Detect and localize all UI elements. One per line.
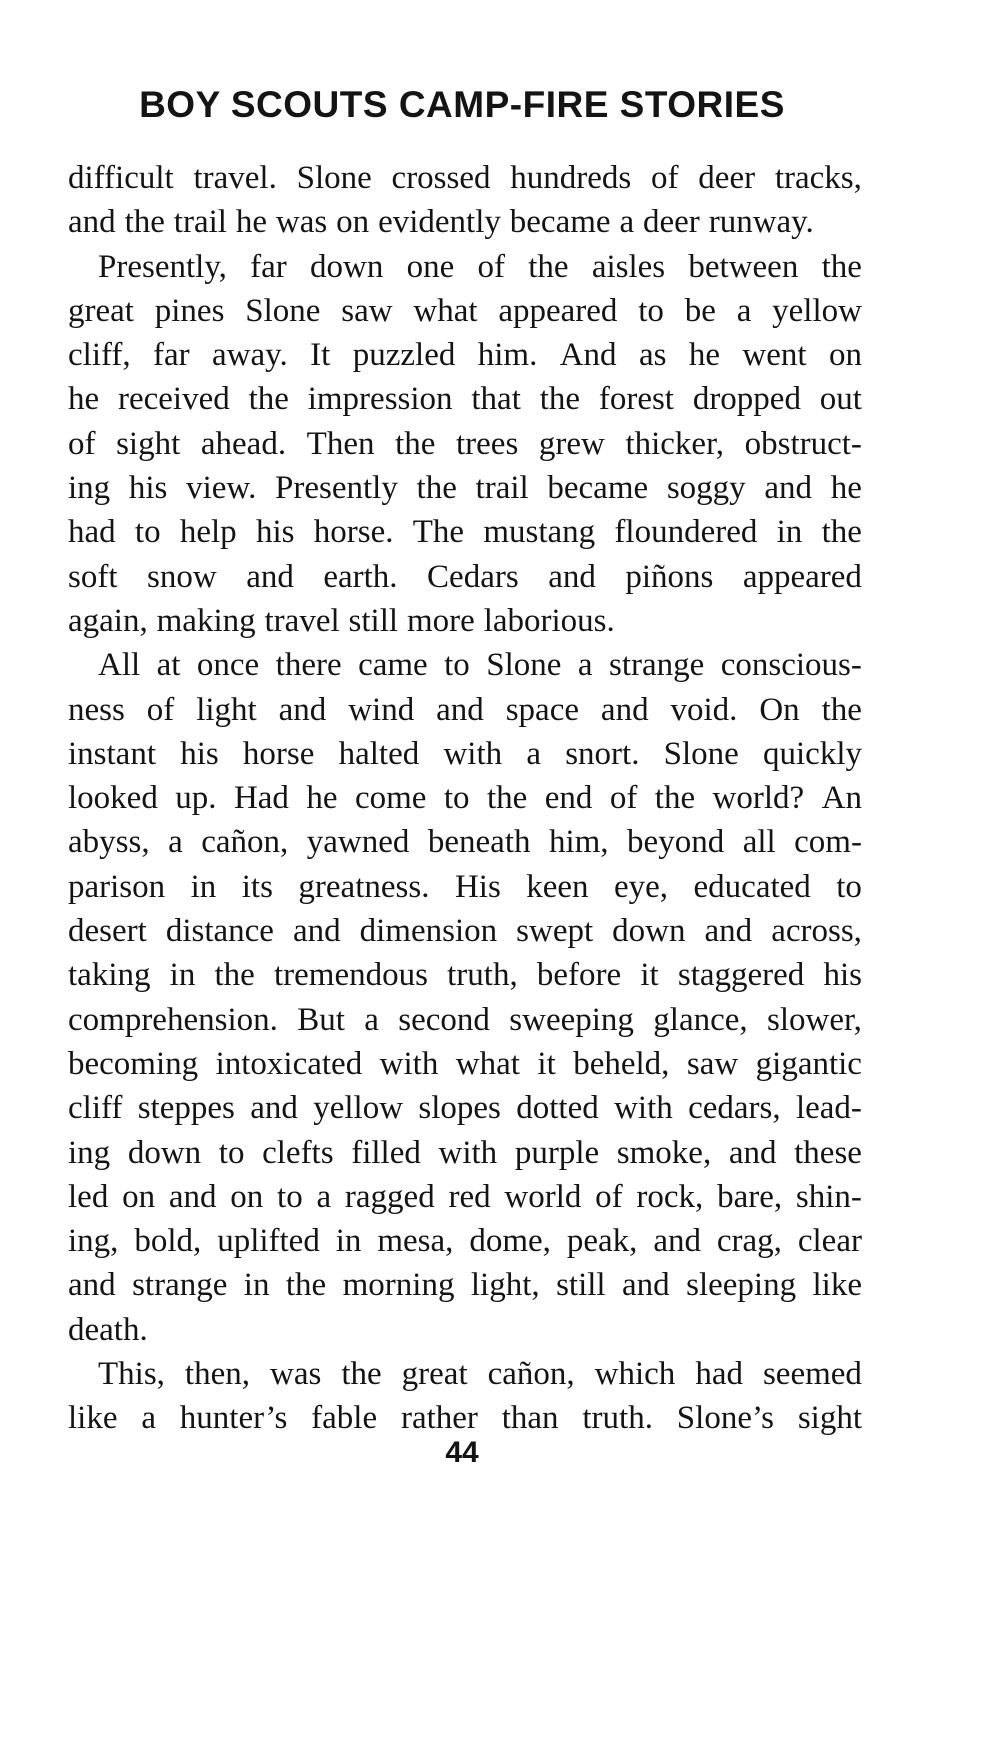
word: him, <box>548 824 609 861</box>
word: steppes <box>137 1090 235 1127</box>
word: parison <box>68 868 166 905</box>
text-line <box>68 1219 862 1263</box>
word: becoming <box>68 1045 199 1082</box>
word: went <box>742 337 807 374</box>
word: quickly <box>763 735 862 772</box>
word: shin- <box>795 1178 862 1215</box>
word: cedars, <box>688 1090 781 1127</box>
word: to <box>134 514 161 551</box>
word: a <box>316 1178 332 1215</box>
word: His <box>454 868 501 905</box>
word: instant <box>68 735 156 772</box>
word: on <box>122 1178 156 1215</box>
word: seemed <box>762 1356 862 1393</box>
word: trail <box>475 470 529 507</box>
word: rather <box>400 1400 478 1437</box>
word: of <box>609 780 638 817</box>
word: than <box>501 1400 559 1437</box>
word: his <box>128 470 168 507</box>
word: with <box>443 735 503 772</box>
word: the <box>486 780 528 817</box>
page-number: 44 <box>445 1436 479 1469</box>
word: to <box>218 1134 245 1171</box>
word: he <box>306 780 338 817</box>
word: sight <box>797 1400 862 1437</box>
text-line <box>68 200 862 244</box>
word: world <box>504 1178 582 1215</box>
word: Had <box>233 780 289 817</box>
word: tremendous <box>274 957 428 994</box>
word: and <box>622 1267 670 1304</box>
word: hunter’s <box>179 1400 288 1437</box>
word: mesa, <box>377 1223 454 1260</box>
word: horse <box>242 735 315 772</box>
word: space <box>505 691 579 728</box>
word: with <box>379 1045 439 1082</box>
word: the <box>341 1356 382 1393</box>
word: end <box>544 780 593 817</box>
word: thicker, <box>625 425 725 462</box>
word: cliff, <box>68 337 131 374</box>
text-line <box>68 1086 862 1130</box>
word: a <box>619 204 635 241</box>
word: bare, <box>717 1178 783 1215</box>
word: one <box>406 248 455 285</box>
word: and <box>168 1178 217 1215</box>
word: tracks, <box>774 160 862 196</box>
word: laborious. <box>483 602 615 639</box>
word: across, <box>771 913 862 950</box>
word: educated <box>693 868 811 905</box>
word: the <box>528 248 569 285</box>
word: before <box>536 957 622 994</box>
word: to <box>443 780 470 817</box>
word: the <box>821 514 862 551</box>
word: obstruct- <box>744 425 862 462</box>
word: he <box>68 381 100 418</box>
word: Slone <box>245 292 321 329</box>
text-line <box>68 1263 862 1307</box>
word: him. <box>477 337 538 374</box>
word: mustang <box>483 514 596 551</box>
word: and <box>436 691 484 728</box>
word: Presently <box>275 470 398 507</box>
word: ing <box>68 1134 111 1171</box>
word: On <box>759 691 800 728</box>
word: taking <box>68 957 151 994</box>
word: wind <box>348 691 415 728</box>
word: led <box>68 1178 109 1215</box>
text-line <box>68 820 862 864</box>
word: strange <box>608 647 705 684</box>
word: evidently <box>378 204 501 241</box>
word: looked <box>68 780 158 817</box>
word: and <box>764 470 813 507</box>
text-line <box>68 289 862 333</box>
word: fable <box>311 1400 378 1437</box>
word: its <box>241 868 273 905</box>
word: in <box>190 868 217 905</box>
word: rock, <box>636 1178 704 1215</box>
text-line <box>68 865 862 909</box>
body-text <box>68 156 862 1441</box>
word: like <box>812 1267 862 1304</box>
word: desert <box>68 913 147 950</box>
word: difficult <box>68 160 174 196</box>
word: smoke, <box>616 1134 712 1171</box>
word: Slone <box>663 735 739 772</box>
word: dotted <box>516 1090 599 1127</box>
word: the <box>285 1267 327 1304</box>
word: halted <box>338 735 420 772</box>
word: the <box>214 957 255 994</box>
word: ragged <box>344 1178 435 1215</box>
word: second <box>398 1001 490 1038</box>
word: had <box>695 1356 743 1393</box>
word: his <box>255 514 295 551</box>
word: making <box>156 602 256 639</box>
word: as <box>638 337 667 374</box>
word: the <box>821 248 862 285</box>
word: dropped <box>692 381 801 418</box>
word: conscious- <box>720 647 862 684</box>
word: all <box>742 824 776 861</box>
word: staggered <box>677 957 805 994</box>
text-line <box>68 998 862 1042</box>
word: again, <box>68 602 148 639</box>
word: with <box>614 1090 673 1127</box>
word: This, <box>98 1356 165 1393</box>
word: uplifted <box>217 1223 320 1260</box>
word: cañon, <box>487 1356 575 1393</box>
word: truth. <box>582 1400 653 1437</box>
word: help <box>179 514 237 551</box>
word: dimension <box>359 913 498 950</box>
word: bold, <box>134 1223 202 1260</box>
word: great <box>68 292 134 329</box>
word: the <box>654 780 696 817</box>
word: what <box>413 292 478 329</box>
word: in <box>776 514 803 551</box>
word: come <box>354 780 427 817</box>
word: like <box>68 1400 118 1437</box>
word: slopes <box>418 1090 501 1127</box>
word: and <box>653 1223 701 1260</box>
word: in <box>243 1267 270 1304</box>
word: lead- <box>795 1090 862 1127</box>
word: and <box>68 1267 116 1304</box>
word: intoxicated <box>215 1045 363 1082</box>
word: ness <box>68 691 125 728</box>
word: sweeping <box>509 1001 634 1038</box>
text-line <box>68 422 862 466</box>
word: beneath <box>427 824 531 861</box>
word: the <box>821 691 862 728</box>
word: world? <box>712 780 805 817</box>
word: saw <box>686 1045 739 1082</box>
word: what <box>455 1045 520 1082</box>
word: to <box>444 647 470 684</box>
word: to <box>836 868 862 905</box>
word: dome, <box>469 1223 551 1260</box>
word: beheld, <box>573 1045 670 1082</box>
word: comprehension. <box>68 1001 278 1038</box>
word: it <box>640 957 659 994</box>
word: floundered <box>614 514 758 551</box>
word: trees <box>456 425 519 462</box>
word: But <box>297 1001 345 1038</box>
word: a <box>364 1001 379 1038</box>
word: the <box>539 381 581 418</box>
word: Slone <box>296 160 372 196</box>
word: And <box>559 337 617 374</box>
word: in <box>335 1223 362 1260</box>
word: morning <box>342 1267 455 1304</box>
word: cliff <box>68 1090 123 1127</box>
word: these <box>794 1134 862 1171</box>
word: on <box>336 204 370 241</box>
word: still <box>348 602 399 639</box>
word: the <box>248 381 289 418</box>
text-line <box>68 156 862 200</box>
text-line <box>68 245 862 289</box>
text-line <box>68 1175 862 1219</box>
word: of <box>68 425 96 462</box>
word: out <box>819 381 862 418</box>
word: yellow <box>772 292 862 329</box>
text-line <box>68 643 862 687</box>
word: of <box>595 1178 623 1215</box>
word: of <box>146 691 175 728</box>
word: earth. <box>323 558 398 595</box>
word: Cedars <box>427 558 519 595</box>
word: runway. <box>708 204 814 241</box>
word: his <box>180 735 219 772</box>
text-line <box>68 466 862 510</box>
word: clear <box>797 1223 862 1260</box>
text-line <box>68 732 862 776</box>
word: truth, <box>447 957 518 994</box>
word: glance, <box>653 1001 748 1038</box>
word: the <box>395 425 436 462</box>
word: great <box>401 1356 468 1393</box>
word: became <box>547 470 649 507</box>
word: crag, <box>716 1223 782 1260</box>
word: sleeping <box>686 1267 797 1304</box>
word: that <box>471 381 521 418</box>
word: in <box>169 957 196 994</box>
word: down <box>127 1134 202 1171</box>
word: far <box>153 337 190 374</box>
word: at <box>156 647 181 684</box>
word: saw <box>341 292 393 329</box>
word: com- <box>794 824 862 861</box>
word: there <box>275 647 342 684</box>
word: piñons <box>625 558 714 595</box>
word: ahead. <box>200 425 287 462</box>
text-line <box>68 1308 862 1352</box>
word: travel. <box>193 160 277 196</box>
word: appeared <box>498 292 618 329</box>
word: greatness. <box>298 868 430 905</box>
word: became <box>509 204 611 241</box>
word: and <box>68 204 116 241</box>
word: he <box>688 337 720 374</box>
text-line <box>68 1042 862 1086</box>
word: and <box>600 691 649 728</box>
word: he <box>830 470 862 507</box>
text-line <box>68 909 862 953</box>
word: keen <box>526 868 589 905</box>
word: was <box>270 1356 322 1393</box>
word: An <box>821 780 862 817</box>
word: swept <box>516 913 594 950</box>
word: All <box>98 647 141 684</box>
word: beyond <box>627 824 725 861</box>
word: a <box>141 1400 156 1437</box>
text-line <box>68 776 862 820</box>
word: away. <box>212 337 288 374</box>
word: Presently, <box>98 248 227 285</box>
word: on <box>230 1178 264 1215</box>
word: once <box>196 647 260 684</box>
word: far <box>250 248 287 285</box>
word: Slone <box>486 647 562 684</box>
word: impression <box>307 381 453 418</box>
word: yawned <box>306 824 410 861</box>
word: and <box>728 1134 777 1171</box>
word: deer <box>643 204 700 241</box>
word: deer <box>698 160 756 196</box>
word: a <box>526 735 541 772</box>
word: puzzled <box>352 337 456 374</box>
word: horse. <box>313 514 394 551</box>
word: which <box>594 1356 676 1393</box>
text-line <box>68 599 862 643</box>
word: to <box>277 1178 303 1215</box>
word: light <box>196 691 257 728</box>
word: between <box>688 248 799 285</box>
text-line <box>68 688 862 732</box>
word: aisles <box>591 248 666 285</box>
text-line <box>68 377 862 421</box>
word: snort. <box>565 735 640 772</box>
word: travel <box>264 602 340 639</box>
text-line <box>68 953 862 997</box>
word: and <box>246 558 294 595</box>
word: The <box>412 514 465 551</box>
word: view. <box>186 470 257 507</box>
word: strange <box>132 1267 228 1304</box>
word: slower, <box>767 1001 862 1038</box>
word: abyss, <box>68 824 150 861</box>
word: be <box>684 292 716 329</box>
word: and <box>548 558 596 595</box>
word: more <box>406 602 475 639</box>
word: a <box>168 824 183 861</box>
word: and <box>704 913 753 950</box>
word: purple <box>514 1134 600 1171</box>
text-line <box>68 333 862 377</box>
word: cañon, <box>201 824 289 861</box>
word: his <box>823 957 862 994</box>
word: received <box>117 381 230 418</box>
word: and <box>250 1090 298 1127</box>
word: he <box>235 204 268 241</box>
word: it <box>537 1045 556 1082</box>
word: on <box>828 337 862 374</box>
word: of <box>651 160 679 196</box>
word: Slone’s <box>676 1400 774 1437</box>
word: filled <box>351 1134 421 1171</box>
word: trail <box>173 204 227 241</box>
word: eye, <box>614 868 669 905</box>
word: up. <box>175 780 217 817</box>
word: had <box>68 514 116 551</box>
word: It <box>310 337 331 374</box>
word: the <box>124 204 165 241</box>
word: a <box>736 292 752 329</box>
word: hundreds <box>510 160 632 196</box>
word: still <box>556 1267 606 1304</box>
word: crossed <box>391 160 491 196</box>
word: then, <box>184 1356 250 1393</box>
word: of <box>477 248 506 285</box>
word: gigantic <box>755 1045 862 1082</box>
word: grew <box>538 425 605 462</box>
word: ing <box>68 470 111 507</box>
word: distance <box>165 913 274 950</box>
word: yellow <box>313 1090 404 1127</box>
word: forest <box>598 381 674 418</box>
text-line <box>68 1131 862 1175</box>
word: pines <box>154 292 225 329</box>
word: red <box>448 1178 491 1215</box>
word: ing, <box>68 1223 119 1260</box>
word: snow <box>147 558 217 595</box>
word: clefts <box>262 1134 334 1171</box>
word: the <box>416 470 457 507</box>
word: a <box>577 647 593 684</box>
word: down <box>612 913 686 950</box>
word: was <box>275 204 328 241</box>
word: with <box>438 1134 498 1171</box>
word: sight <box>116 425 181 462</box>
word: Then <box>306 425 375 462</box>
word: soft <box>68 558 118 595</box>
text-line <box>68 1352 862 1396</box>
word: came <box>358 647 428 684</box>
text-line <box>68 510 862 554</box>
word: peak, <box>566 1223 638 1260</box>
word: down <box>310 248 384 285</box>
text-line <box>68 555 862 599</box>
word: and <box>292 913 341 950</box>
word: soggy <box>666 470 746 507</box>
word: death. <box>68 1311 148 1348</box>
word: to <box>638 292 664 329</box>
text-line <box>68 1396 862 1440</box>
word: void. <box>670 691 738 728</box>
word: appeared <box>742 558 862 595</box>
running-head-title: BOY SCOUTS CAMP-FIRE STORIES <box>139 84 785 125</box>
word: and <box>278 691 327 728</box>
word: light, <box>470 1267 540 1304</box>
